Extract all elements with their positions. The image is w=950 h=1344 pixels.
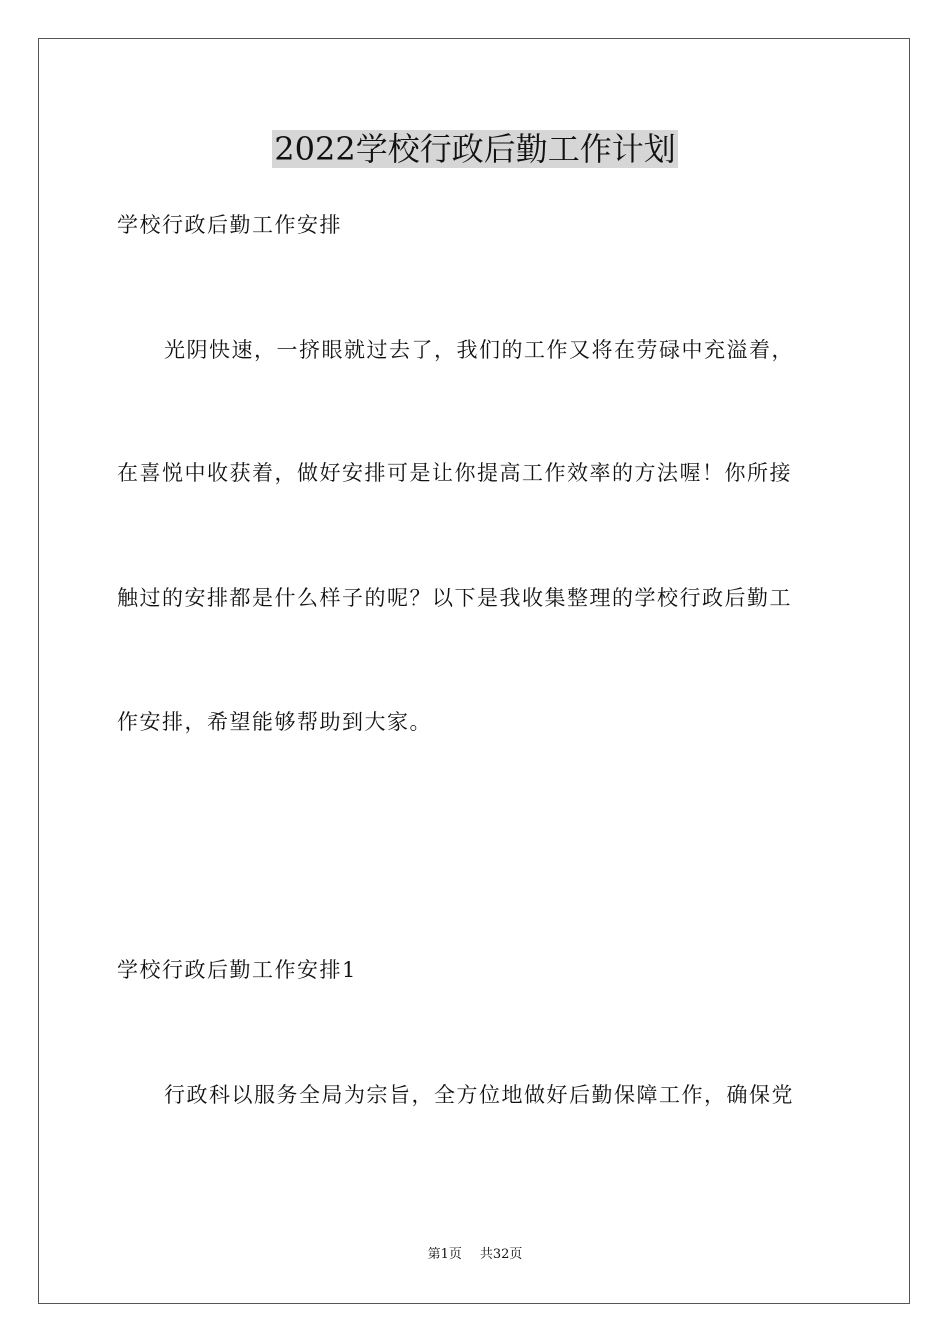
document-title: [0, 127, 950, 171]
page-number: 第1页: [427, 1247, 462, 1262]
section-heading: 学校行政后勤工作安排1: [117, 958, 357, 982]
paragraph-line: 作安排，希望能够帮助到大家。: [117, 710, 432, 734]
page-footer: [0, 1246, 950, 1264]
section-heading: 学校行政后勤工作安排: [117, 213, 342, 237]
paragraph-line: 在喜悦中收获着，做好安排可是让你提高工作效率的方法喔！你所接: [117, 461, 792, 485]
document-title-text: 2022学校行政后勤工作计划: [274, 130, 676, 168]
paragraph-line: 触过的安排都是什么样子的呢？以下是我收集整理的学校行政后勤工: [117, 586, 792, 610]
page-total: 共32页: [479, 1247, 523, 1262]
paragraph-line: 行政科以服务全局为宗旨，全方位地做好后勤保障工作，确保党: [164, 1083, 794, 1107]
paragraph-line: 光阴快速，一挤眼就过去了，我们的工作又将在劳碌中充溢着，: [164, 338, 794, 362]
